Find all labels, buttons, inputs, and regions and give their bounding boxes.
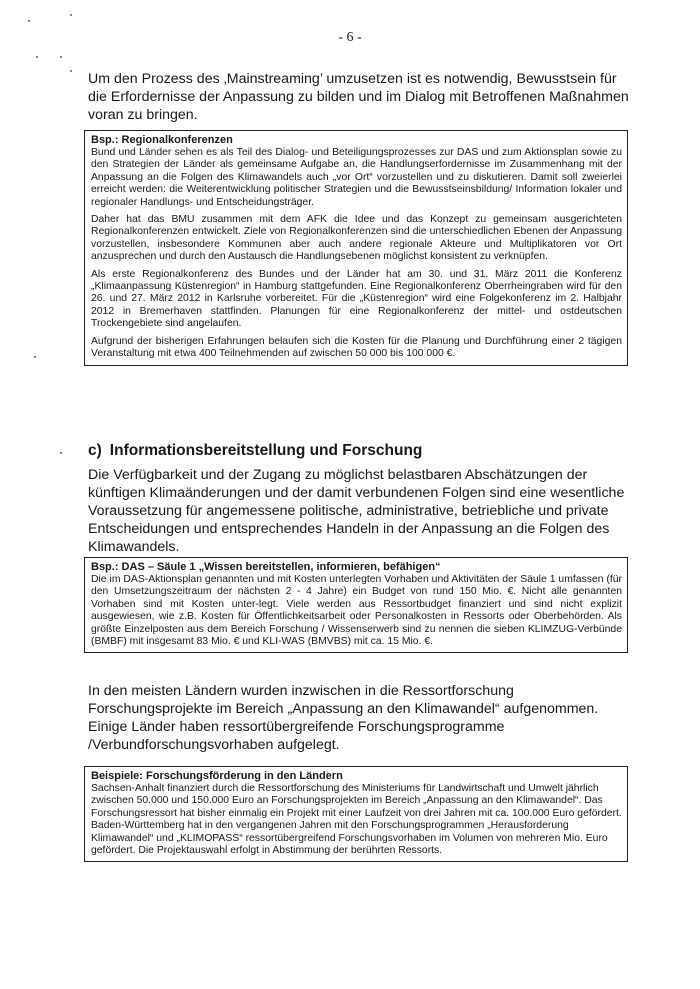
box-paragraph: Sachsen-Anhalt finanziert durch die Ressortforschung des Ministeriums für Landwirtschaft und Umwelt jährlich zwischen 50.000 und 150.000 Euro an Forschungsprojekten im Bereich „Anpassung an den Klimawandel“. Das Forschungsressort hat bisher einmalig ein Projekt mit einer Laufzeit von drei Jahren mit ca. 100.000 Euro gefördert. [91,783,622,819]
box-title: Bsp.: DAS – Säule 1 „Wissen bereitstellen, informieren, befähigen“ [91,561,441,573]
box-paragraph: Aufgrund der bisherigen Erfahrungen belaufen sich die Kosten für die Planung und Durchführung einer 2 tägigen Veranstaltung mit etwa 400 Teilnehmenden auf zwischen 50 000 bis 100 000 €. [91,335,622,360]
box-paragraph: Als erste Regionalkonferenz des Bundes und der Länder hat am 30. und 31. März 2011 die Konferenz „Klimaanpassung Küstenregion“ in Hamburg stattgefunden. Eine Regionalkonferenz Oberrheingraben wird für den 26. und 27. März 2012 in Karlsruhe vorbereitet. Für die „Küstenregion“ wird eine Folgekonferenz im 2. Halbjahr 2012 in Bremerhaven stattfinden. Planungen für eine Regionalkonferenz der mittel- und ostdeutschen Trockengebiete sind angelaufen. [91,268,622,330]
section-paragraph: Die Verfügbarkeit und der Zugang zu möglichst belastbaren Abschätzungen der künftigen Klimaänderungen und der damit verbundenen Folgen sind eine wesentliche Voraussetzung für angemessene politische, administrative, betriebliche und private Entscheidungen und entsprechendes Handeln in der Anpassung an die Folgen des Klimawandels. [88,467,625,555]
box-paragraph: Daher hat das BMU zusammen mit dem AFK die Idee und das Konzept zu gemeinsam ausgerichteten Regionalkonferenzen entwickelt. Ziele von Regionalkonferenzen sind die unterschiedlichen Ebenen der Anpassung vorzustellen, insbesondere Kommunen aber auch andere regionale Akteure und Multiplikatoren vor Ort anzusprechen und durch den Austausch die Handlungsebenen möglichst konsistent zu verknüpfen. [91,214,622,263]
example-box-das-pillar [84,557,628,653]
scan-speck [28,20,30,22]
scan-speck [70,70,72,72]
section-label: c) [88,442,102,459]
research-paragraph: In den meisten Ländern wurden inzwischen in die Ressortforschung Forschungsprojekte im Bereich „Anpassung an den Klimawandel“ aufgenommen. Einige Länder haben ressortübergreifende Forschungsprogramme /Verbundforschungsvorhaben aufgelegt. [88,683,599,753]
box-paragraph: Baden-Württemberg hat in den vergangenen Jahren mit den Forschungsprogrammen „Herausforderung Klimawandel“ und „KLIMOPASS“ ressortübergreifend Forschungsvorhaben im Volumen von mehreren Mio. Euro gefördert. Die Projektauswahl erfolgt in Abstimmung der berührten Ressorts. [91,820,608,857]
scan-speck [60,56,62,58]
scan-speck [36,56,38,58]
page-number: - 6 - [338,30,362,45]
box-paragraph: Bund und Länder sehen es als Teil des Dialog- und Beteiligungsprozesses zur DAS und zum Aktionsplan sowie zu den Strategien der Länder als gemeinsame Aufgabe an, die Handlungserfordernisse im Zusammenhang mit der Anpassung an die Folgen des Klimawandels auch „vor Ort“ vorzustellen und zu diskutieren. Damit soll zweierlei erreicht werden: die Weiterentwicklung politischer Strategien und die Bewusstseinsbildung/ Information lokaler und regionaler Handlungs- und Entscheidungsträger. [91,147,622,208]
example-box-regional-conferences [84,130,628,366]
scan-speck [60,452,62,454]
example-box-research-funding [84,766,628,862]
box-title: Beispiele: Forschungsförderung in den Ländern [91,770,343,782]
scan-speck [70,14,72,16]
scan-speck [34,356,36,358]
section-title: Informationsbereitstellung und Forschung [109,442,423,459]
box-paragraph: Die im DAS-Aktionsplan genannten und mit Kosten unterlegten Vorhaben und Aktivitäten der Säule 1 umfassen (für den Umsetzungszeitraum der nächsten 2 - 4 Jahre) ein Budget von rund 150 Mio. €. Nicht alle genannten Vorhaben sind mit Kosten unter-legt. Viele werden aus Ressortbudget finanziert und sind nicht explizit ausgewiesen, wie z.B. Kosten für Öffentlichkeitsarbeit oder Personalkosten in Ressorts oder Oberbehörden. Als größte Einzelposten aus dem Bereich Forschung / Wissenserwerb sind zu nennen die sieben KLIMZUG-Verbünde (BMBF) mit insgesamt 83 Mio. € und KLI-WAS (BMVBS) mit ca. 15 Mio. €. [91,574,622,648]
box-title: Bsp.: Regionalkonferenzen [91,134,233,146]
intro-paragraph: Um den Prozess des ‚Mainstreaming’ umzusetzen ist es notwendig, Bewusstsein für die Erfordernisse der Anpassung zu bilden und im Dialog mit Betroffenen Maßnahmen voran zu bringen. [88,71,629,123]
section-heading [88,442,422,460]
